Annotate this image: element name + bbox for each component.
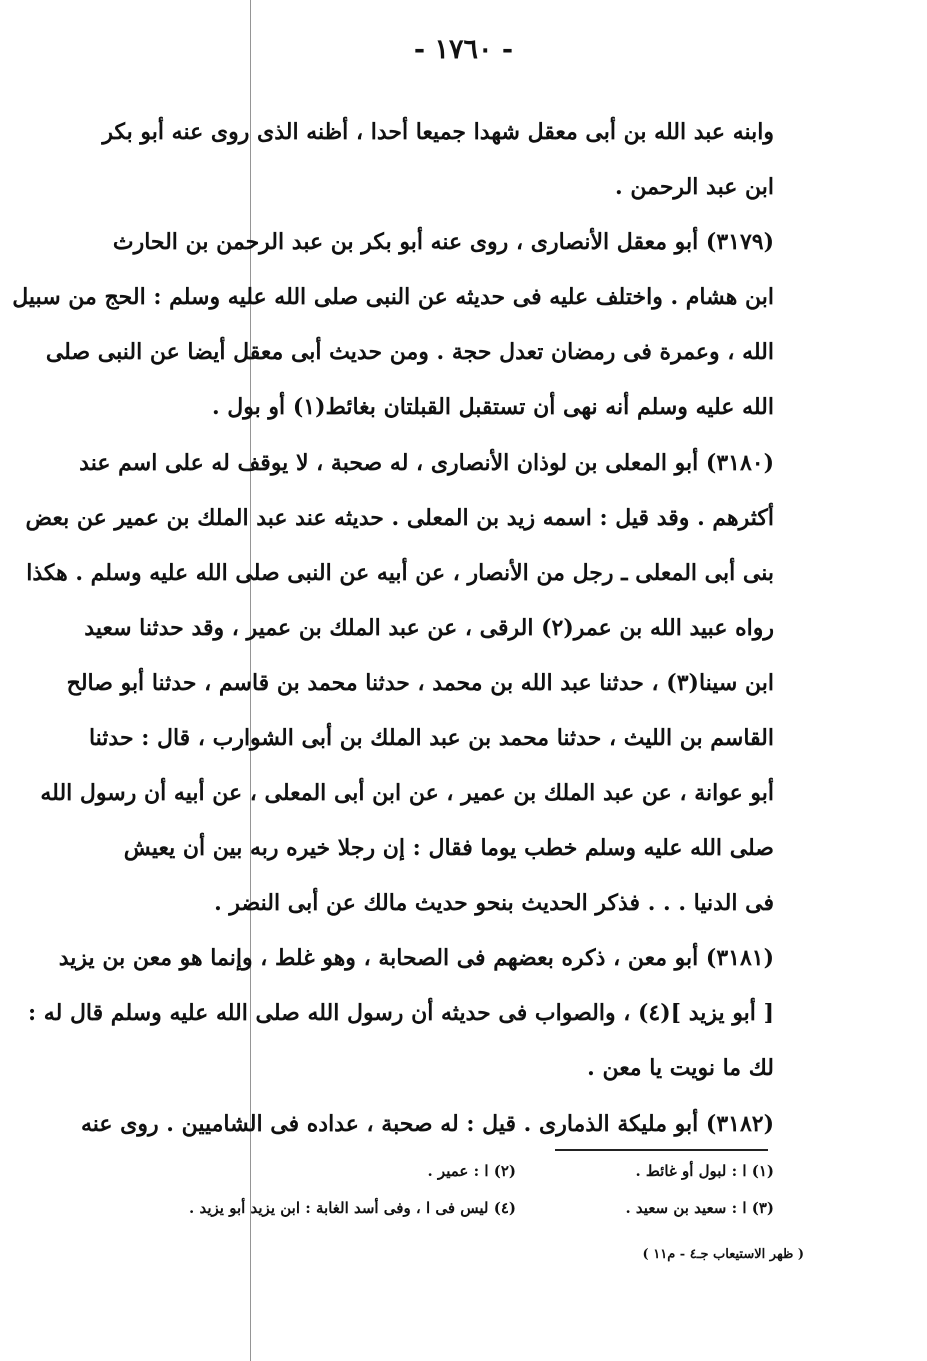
text-line: القاسم بن الليث ، حدثنا محمد بن عبد الملك بن أبى الشوارب ، قال : حدثنا xyxy=(88,725,774,751)
text-line: رواه عبيد الله بن عمر(٢) الرقى ، عن عبد الملك بن عمير ، وقد حدثنا سعيد xyxy=(84,615,774,641)
text-line: أكثرهم . وقد قيل : اسمه زيد بن المعلى . حديثه عند عبد الملك بن عمير عن بعض xyxy=(25,505,774,531)
entry-3179-line: (٣١٧٩) أبو معقل الأنصارى ، روى عنه أبو بكر بن عبد الرحمن بن الحارث xyxy=(112,229,774,255)
text-line: أبو عوانة ، عن عبد الملك بن عمير ، عن ابن أبى المعلى ، عن أبيه أن رسول الله xyxy=(40,780,774,806)
text-line: الله عليه وسلم أنه نهى أن تستقبل القبلتان بغائط(١) أو بول . xyxy=(211,394,774,420)
footnotes xyxy=(132,1160,774,1230)
main-text xyxy=(12,0,774,1137)
text-line: وابنه عبد الله بن أبى معقل شهدا جميعا أحدا ، أظنه الذى روى عنه أبو بكر xyxy=(102,119,774,145)
text-line: ابن هشام . واختلف عليه فى حديثه عن النبى صلى الله عليه وسلم : الحج من سبيل xyxy=(12,284,774,310)
text-line: لك ما نويت يا معن . xyxy=(587,1055,774,1081)
entry-3180-line: (٣١٨٠) أبو المعلى بن لوذان الأنصارى ، له صحبة ، لا يوقف له على اسم عند xyxy=(79,450,774,476)
text-line: صلى الله عليه وسلم خطب يوما فقال : إن رجلا خيره ربه بين أن يعيش xyxy=(123,835,774,861)
footnote-separator xyxy=(555,1149,768,1151)
text-line: [ أبو يزيد ](٤) ، والصواب فى حديثه أن رسول الله صلى الله عليه وسلم قال له : xyxy=(28,1000,774,1026)
text-line: فى الدنيا . . . فذكر الحديث بنحو حديث مالك عن أبى النضر . xyxy=(214,890,774,916)
signature-note: ( ظهر الاستيعاب جـ٤ - م١١ ) xyxy=(642,1247,804,1262)
footnote-3: (٣) ا : سعيد بن سعيد . xyxy=(625,1199,774,1217)
footnote-4: (٤) ليس فى ا ، وفى أسد الغابة : ابن يزيد أبو يزيد . xyxy=(189,1199,516,1217)
footnote-1: (١) ا : لبول أو غائط . xyxy=(635,1162,774,1180)
entry-3181-line: (٣١٨١) أبو معن ، ذكره بعضهم فى الصحابة ، وهو غلط ، وإنما هو معن بن يزيد xyxy=(58,945,774,971)
text-line: بنى أبى المعلى ـ رجل من الأنصار ، عن أبيه عن النبى صلى الله عليه وسلم . هكذا xyxy=(26,560,774,586)
footnote-2: (٢) ا : عمير . xyxy=(427,1162,516,1180)
page-number: - ١٧٦٠ - xyxy=(413,34,514,65)
entry-3182-line: (٣١٨٢) أبو مليكة الذمارى . قيل : له صحبة ، عداده فى الشاميين . روى عنه xyxy=(80,1111,774,1137)
text-line: الله ، وعمرة فى رمضان تعدل حجة . ومن حديث أبى معقل أيضا عن النبى صلى xyxy=(45,339,774,365)
text-line: ابن عبد الرحمن . xyxy=(615,174,774,200)
text-line: ابن سينا(٣) ، حدثنا عبد الله بن محمد ، حدثنا محمد بن قاسم ، حدثنا أبو صالح xyxy=(66,670,774,696)
